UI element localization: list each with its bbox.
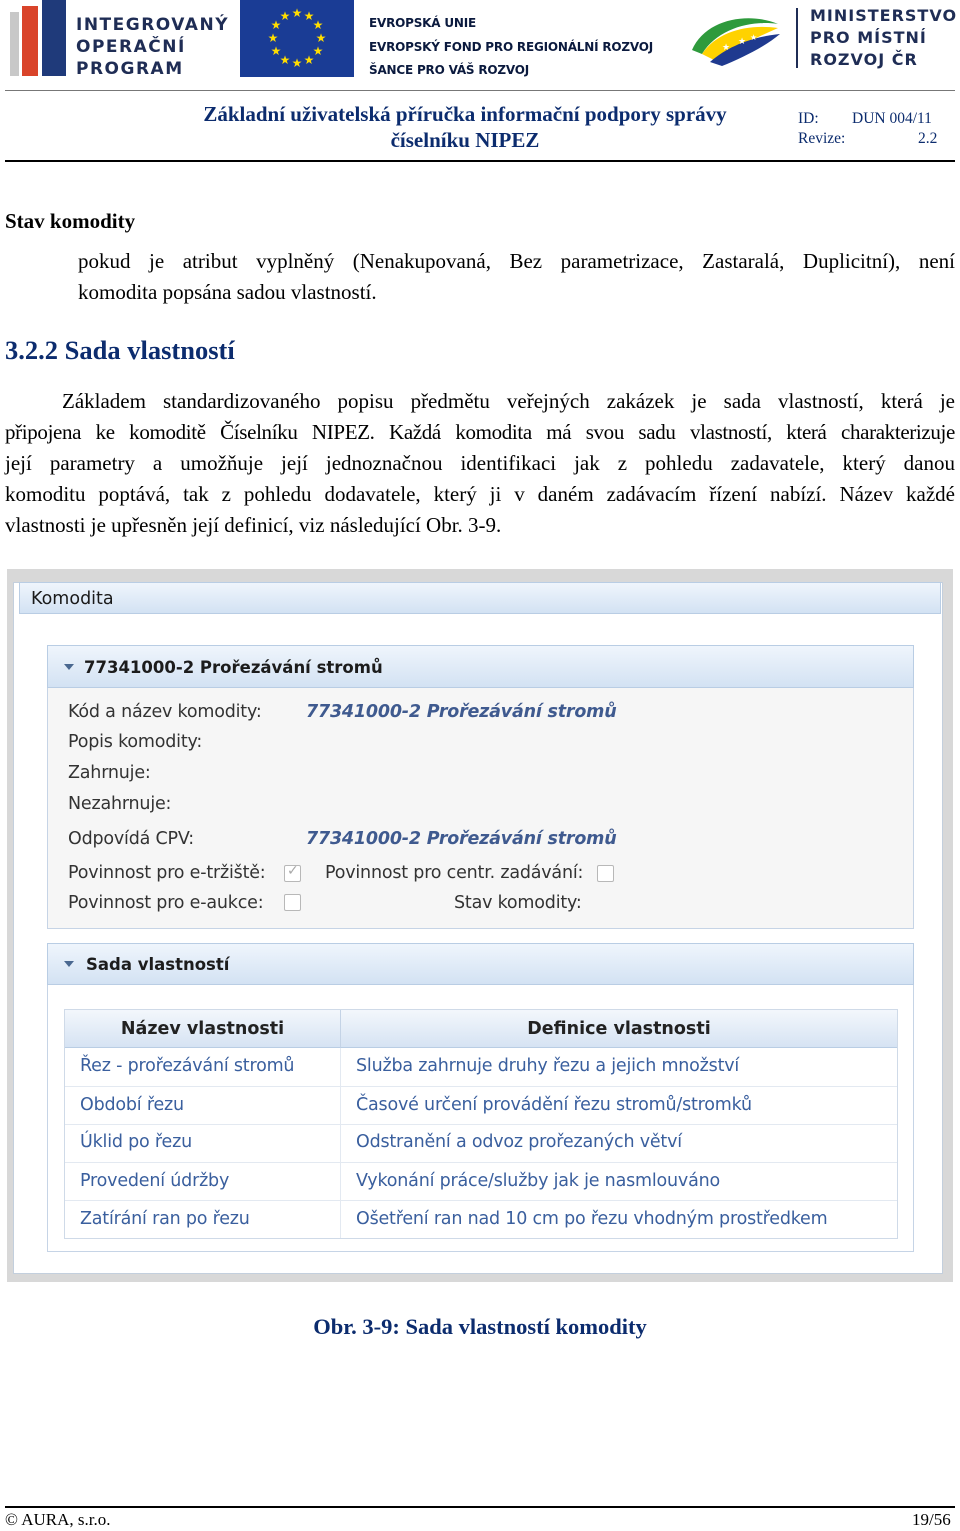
table-row[interactable] [65, 1201, 897, 1238]
eu-logo-line: EVROPSKÁ UNIE [369, 16, 476, 30]
eu-logo-line: EVROPSKÝ FOND PRO REGIONÁLNÍ ROZVOJ [369, 39, 654, 54]
row-definition-cell: Služba zahrnuje druhy řezu a jejich množství [356, 1056, 740, 1076]
povinnost-etrziste-checkbox[interactable] [284, 865, 301, 882]
iop-logo-line: PROGRAM [76, 59, 184, 79]
row-name-cell: Období řezu [80, 1095, 184, 1115]
svg-text:★: ★ [270, 44, 282, 58]
row-definition-cell: Časové určení provádění řezu stromů/stromků [356, 1095, 752, 1115]
povinnost-centr-checkbox[interactable] [597, 865, 614, 882]
iop-logo [0, 0, 230, 80]
iop-logo-bar-blue [42, 0, 66, 76]
eu-logo-text [369, 12, 669, 83]
povinnost-centr-label: Povinnost pro centr. zadávání: [325, 863, 584, 883]
column-header-definition-text: Definice vlastnosti [527, 1019, 711, 1039]
doc-revision-label: Revize: [798, 130, 846, 147]
svg-text:★: ★ [738, 36, 747, 46]
povinnost-etrziste-label: Povinnost pro e-tržiště: [68, 863, 266, 883]
doc-id-value: DUN 004/11 [852, 110, 932, 127]
row-name-cell: Provedení údržby [80, 1171, 230, 1191]
document-title-line2: číselníku NIPEZ [390, 128, 540, 152]
povinnost-eaukce-checkbox[interactable] [284, 894, 301, 911]
svg-text:★: ★ [303, 9, 315, 23]
figure-caption: Obr. 3-9: Sada vlastností komodity [313, 1314, 647, 1339]
table-row[interactable] [65, 1048, 897, 1086]
document-title [150, 101, 780, 153]
collapse-triangle-icon[interactable] [64, 961, 74, 967]
footer-company: © AURA, s.r.o. [5, 1510, 111, 1529]
svg-text:★: ★ [279, 53, 291, 67]
row-name-cell: Řez - prořezávání stromů [80, 1056, 295, 1076]
svg-text:★: ★ [312, 18, 324, 32]
zahrnuje-label: Zahrnuje: [68, 763, 151, 783]
odpovida-cpv-value[interactable]: 77341000-2 Prořezávání stromů [306, 829, 617, 849]
svg-text:★: ★ [315, 31, 327, 45]
svg-text:★: ★ [750, 33, 758, 42]
stav-komodity-heading: Stav komodity [5, 209, 136, 233]
table-row[interactable] [65, 1163, 897, 1201]
checkmark-icon: ✓ [287, 863, 299, 879]
stav-komodity-text-line2: komodita popsána sadou vlastností. [78, 280, 377, 304]
svg-text:★: ★ [279, 9, 291, 23]
komodita-panel-header [19, 582, 941, 614]
svg-text:★: ★ [312, 44, 324, 58]
stav-komodity-text-line1: pokud je atribut vyplněný (Nenakupovaná, Bez parametrizace, Zastaralá, Duplicitní), není [78, 249, 955, 273]
column-header-name[interactable] [65, 1010, 340, 1048]
row-name-cell: Úklid po řezu [80, 1132, 192, 1152]
row-definition-cell: Ošetření ran nad 10 cm po řezu vhodným prostředkem [356, 1209, 828, 1229]
row-definition-cell: Vykonání práce/služby jak je nasmlouváno [356, 1171, 720, 1191]
iop-logo-bar-grey [10, 12, 19, 76]
table-row[interactable] [65, 1125, 897, 1163]
svg-text:★: ★ [303, 53, 315, 67]
row-name-cell: Zatírání ran po řezu [80, 1209, 250, 1229]
column-header-name-text: Název vlastnosti [120, 1019, 285, 1039]
mmr-logo-line: ROZVOJ ČR [810, 50, 918, 69]
document-title-line1: Základní uživatelská příručka informační podpory správy [203, 102, 727, 126]
svg-text:★: ★ [291, 6, 303, 20]
paragraph-line: připojena ke komoditě Číselníku NIPEZ. Každá komodita má svou sadu vlastností, která charakterizuje [5, 420, 955, 444]
header-top-rule [5, 90, 955, 91]
header-bottom-rule [5, 160, 955, 162]
collapse-triangle-icon[interactable] [64, 664, 74, 670]
row-definition-cell: Odstranění a odvoz prořezaných větví [356, 1132, 682, 1152]
svg-text:★: ★ [291, 56, 303, 70]
section-heading: 3.2.2 Sada vlastností [5, 335, 235, 365]
kod-nazev-label: Kód a název komodity: [68, 702, 262, 722]
kod-nazev-value[interactable]: 77341000-2 Prořezávání stromů [306, 702, 617, 722]
komodita-panel-title: Komodita [31, 589, 114, 609]
stav-komodity-label: Stav komodity: [454, 893, 582, 913]
doc-id-label: ID: [798, 110, 819, 127]
iop-logo-line: INTEGROVANÝ [76, 15, 229, 35]
mmr-logo-line: MINISTERSTVO [810, 6, 958, 25]
odpovida-cpv-label: Odpovídá CPV: [68, 829, 194, 849]
popis-komodity-label: Popis komodity: [68, 732, 203, 752]
column-header-definition[interactable] [340, 1010, 897, 1048]
sada-vlastnosti-title: Sada vlastností [86, 955, 230, 974]
paragraph-line: její parametry a umožňuje její jednoznačnou identifikaci jak z pohledu zadavatele, který danou [5, 451, 955, 475]
mmr-logo-line: PRO MÍSTNÍ [810, 28, 927, 47]
commodity-detail-title: 77341000-2 Prořezávání stromů [84, 658, 383, 677]
eu-logo-line: ŠANCE PRO VÁŠ ROZVOJ [369, 63, 530, 77]
svg-text:★: ★ [267, 31, 279, 45]
commodity-detail-header[interactable] [47, 645, 914, 688]
table-row[interactable] [65, 1087, 897, 1125]
povinnost-eaukce-label: Povinnost pro e-aukce: [68, 893, 264, 913]
nezahrnuje-label: Nezahrnuje: [68, 794, 172, 814]
sada-vlastnosti-header[interactable] [47, 943, 914, 985]
doc-revision-value: 2.2 [918, 130, 938, 147]
eu-flag-icon [240, 0, 354, 77]
paragraph-line: komoditu poptává, tak z pohledu dodavatele, který ji v daném zadávacím řízení nabízí. Název každé [5, 482, 955, 506]
paragraph-line: Základem standardizovaného popisu předmětu veřejných zakázek je sada vlastností, která je [62, 389, 955, 413]
svg-text:★: ★ [270, 18, 282, 32]
footer-rule [5, 1506, 955, 1508]
iop-logo-bar-red [22, 6, 38, 76]
iop-logo-line: OPERAČNÍ [76, 37, 186, 57]
mmr-swoosh-icon [688, 10, 782, 70]
mmr-logo-text [810, 5, 960, 71]
svg-text:★: ★ [722, 42, 731, 52]
iop-logo-text [76, 14, 229, 80]
footer-page-number: 19/56 [912, 1510, 951, 1529]
paragraph-line: vlastnosti je upřesněn její definicí, viz následující Obr. 3-9. [5, 513, 502, 537]
mmr-logo-separator [796, 8, 798, 68]
